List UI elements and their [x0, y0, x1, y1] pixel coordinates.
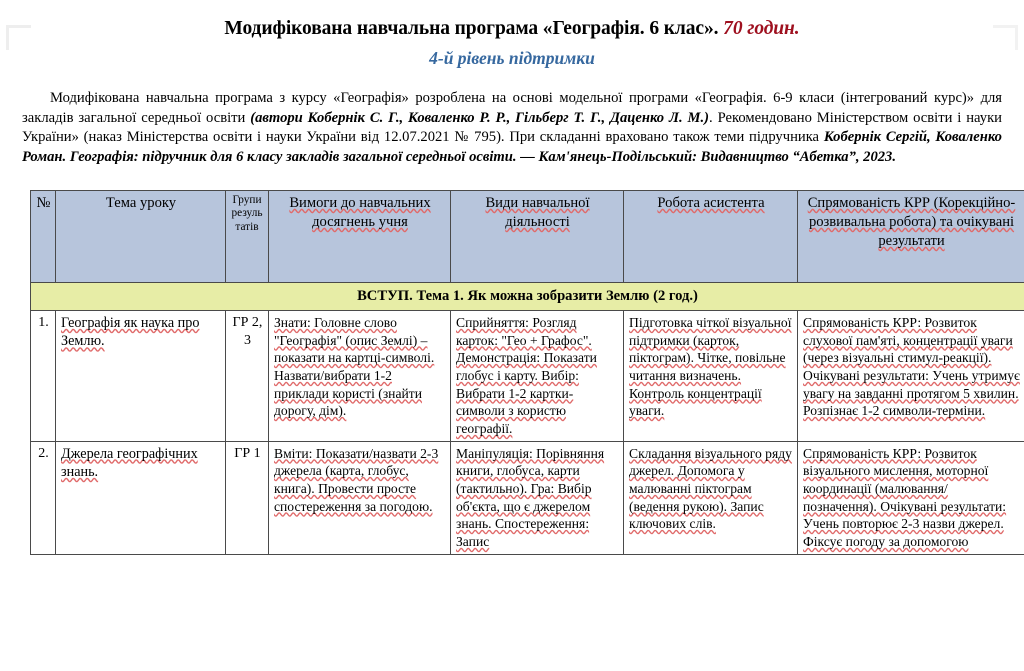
table-header-row	[31, 191, 1024, 283]
intro-paragraph	[22, 89, 1002, 167]
intro-authors: (автори Кобернік С. Г., Коваленко Р. Р., Гільберг Т. Г., Даценко Л. М.)	[250, 110, 709, 126]
column-header-assistant-work: Робота асистента	[624, 191, 798, 283]
row-learning-requirements: Знати: Головне слово "Географія" (опис Землі) – показати на картці-символі. Назвати/вибрати 1-2 приклади користі (знайти дорогу, дім).	[269, 310, 451, 441]
document-page	[0, 17, 1024, 555]
column-header-activity-types: Види навчальної діяльності	[451, 191, 624, 283]
table-header	[31, 191, 1024, 283]
row-lesson-topic: Географія як наука про Землю.	[56, 310, 226, 441]
page-title-hours: 70 годин.	[723, 18, 799, 39]
intro-textbook-reference: Кобернік Сергій, Коваленко Роман. Географія: підручник для 6 класу закладів загальної середньої освіти	[22, 129, 1002, 164]
page-title	[16, 17, 1008, 40]
section-heading-row	[31, 283, 1024, 311]
column-header-number: №	[31, 191, 56, 283]
intro-part-3: . Рекомендовано Міністерством освіти і науки України» (наказ Міністерства освіти і науки України від 12.07.2021 № 795). При складанні враховано також теми підручника	[22, 110, 1002, 145]
row-learning-requirements: Вміти: Показати/назвати 2-3 джерела (карта, глобус, книга). Провести просте спостереження за погодою.	[269, 441, 451, 554]
row-result-groups: ГР 2, 3	[226, 310, 269, 441]
row-activity-types: Маніпуляція: Порівняння книги, глобуса, карти (тактильно). Гра: Вибір об'єкта, що є джерелом знань. Спостереження: Запис	[451, 441, 624, 554]
intro-part-1: Модифікована навчальна програма з курсу «Географія» розроблена на основі модельної програми «Географія. 6-9 класи (інтегрований курс)» для закладів загальної середньої освіти	[22, 90, 1002, 125]
table-body	[31, 283, 1024, 555]
row-result-groups: ГР 1	[226, 441, 269, 554]
page-title-main: Модифікована навчальна програма «Географія. 6 клас».	[224, 18, 718, 39]
row-number: 1.	[31, 310, 56, 441]
row-assistant-work: Складання візуального ряду джерел. Допомога у малюванні піктограм (ведення рукою). Запис ключових слів.	[624, 441, 798, 554]
intro-publisher: Кам'янець-Подільський: Видавництво “Абетка”, 2023.	[538, 149, 896, 165]
section-heading-label: ВСТУП. Тема 1. Як можна зобразити Землю (2 год.)	[31, 283, 1024, 311]
row-lesson-topic: Джерела географічних знань.	[56, 441, 226, 554]
intro-part-5: . —	[513, 149, 539, 165]
column-header-lesson-topic: Тема уроку	[56, 191, 226, 283]
row-number: 2.	[31, 441, 56, 554]
page-subtitle: 4-й рівень підтримки	[16, 48, 1008, 69]
row-assistant-work: Підготовка чіткої візуальної підтримки (карток, піктограм). Чітке, повільне читання визначень. Контроль концентрації уваги.	[624, 310, 798, 441]
table-row	[31, 441, 1024, 554]
row-activity-types: Сприйняття: Розгляд карток: "Гео + Графос". Демонстрація: Показати глобус і карту. Вибір: Вибрати 1-2 картки-символи з користю географії.	[451, 310, 624, 441]
row-krr-focus: Спрямованість КРР: Розвиток візуального мислення, моторної координації (малювання/позначення). Очікувані результати: Учень повторює 2-3 назви джерел. Фіксує погоду за допомогою	[798, 441, 1024, 554]
row-krr-focus: Спрямованість КРР: Розвиток слухової пам'яті, концентрації уваги (через візуальні стимул-реакції). Очікувані результати: Учень утримує увагу на завданні протягом 5 хвилин. Розпізнає 1-2 символи-терміни.	[798, 310, 1024, 441]
column-header-krr-focus: Спрямованість КРР (Корекційно-розвивальна робота) та очікувані результати	[798, 191, 1024, 283]
column-header-result-groups: Групи резуль татів	[226, 191, 269, 283]
column-header-learning-requirements: Вимоги до навчальних досягнень учня	[269, 191, 451, 283]
table-row	[31, 310, 1024, 441]
program-table	[30, 190, 1024, 555]
